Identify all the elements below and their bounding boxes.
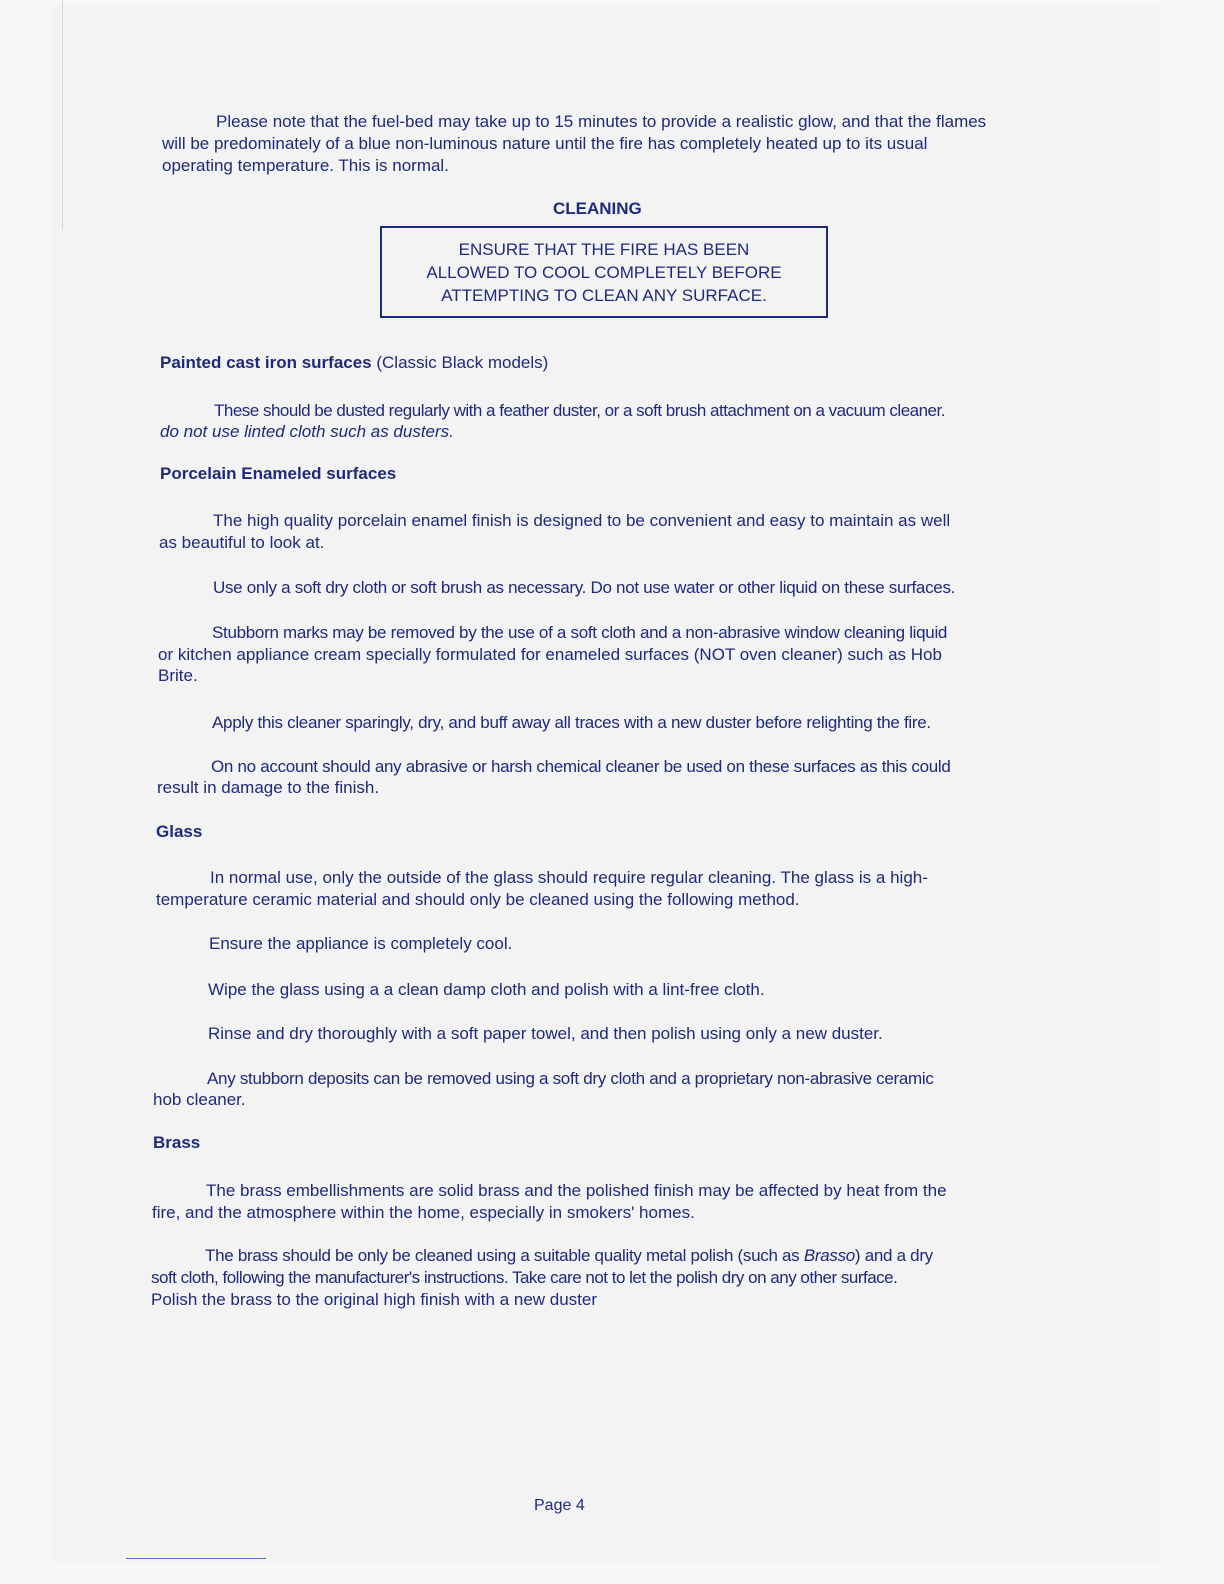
intro-line-3: operating temperature. This is normal. [162,156,449,175]
painted-p1-line-1: These should be dusted regularly with a feather duster, or a soft brush attachment on a vacuum cleaner. [214,401,945,420]
brass-p1-line-2: fire, and the atmosphere within the home, especially in smokers' homes. [152,1203,695,1222]
glass-p4: Rinse and dry thoroughly with a soft paper towel, and then polish using only a new duster. [208,1024,883,1043]
glass-p3: Wipe the glass using a a clean damp cloth and polish with a lint-free cloth. [208,980,765,999]
bottom-rule [126,1558,266,1559]
painted-p1-line-2: do not use linted cloth such as dusters. [160,422,454,441]
porcelain-p2: Use only a soft dry cloth or soft brush as necessary. Do not use water or other liquid on these surfaces. [213,578,956,597]
intro-line-2: will be predominately of a blue non-luminous nature until the fire has completely heated up to its usual [162,134,928,153]
porcelain-p4: Apply this cleaner sparingly, dry, and buff away all traces with a new duster before relighting the fire. [212,713,931,732]
glass-p5-line-2: hob cleaner. [153,1090,246,1109]
glass-heading: Glass [156,822,203,841]
painted-heading-bold: Painted cast iron surfaces [160,353,372,372]
painted-heading-rest: (Classic Black models) [371,353,549,372]
painted-heading [160,351,548,374]
glass-p5-line-1: Any stubborn deposits can be removed using a soft dry cloth and a proprietary non-abrasive ceramic [207,1069,934,1088]
porcelain-p3-line-3: Brite. [158,666,198,685]
warning-box [380,226,828,318]
brass-p2-brand: Brasso [803,1246,855,1265]
brass-p2-line-3: Polish the brass to the original high finish with a new duster [151,1290,598,1309]
glass-p2: Ensure the appliance is completely cool. [209,934,513,953]
brass-p2-line-1 [205,1244,933,1267]
porcelain-p1-line-2: as beautiful to look at. [159,533,325,552]
glass-p1-line-2: temperature ceramic material and should only be cleaned using the following method. [156,890,800,909]
brass-p2-line-2: soft cloth, following the manufacturer's instructions. Take care not to let the polish dry on any other surface. [151,1268,898,1287]
page-number: Page 4 [534,1497,585,1514]
porcelain-heading: Porcelain Enameled surfaces [160,464,397,483]
porcelain-p3-line-1: Stubborn marks may be removed by the use of a soft cloth and a non-abrasive window cleaning liquid [212,623,948,642]
porcelain-p3-line-2: or kitchen appliance cream specially formulated for enameled surfaces (NOT oven cleaner) such as Hob [158,645,942,664]
porcelain-p5-line-1: On no account should any abrasive or harsh chemical cleaner be used on these surfaces as this could [211,757,951,776]
intro-line-1: Please note that the fuel-bed may take up to 15 minutes to provide a realistic glow, and that the flames [216,112,987,131]
warning-line-2: ALLOWED TO COOL COMPLETELY BEFORE [426,262,782,282]
brass-p2-line-1-b: ) and a dry [854,1246,933,1265]
brass-heading: Brass [153,1133,201,1152]
warning-line-1: ENSURE THAT THE FIRE HAS BEEN [458,239,750,259]
warning-line-3: ATTEMPTING TO CLEAN ANY SURFACE. [441,285,767,305]
brass-p1-line-1: The brass embellishments are solid brass and the polished finish may be affected by heat from the [206,1181,947,1200]
glass-p1-line-1: In normal use, only the outside of the glass should require regular cleaning. The glass is a high- [210,868,928,887]
cleaning-heading: CLEANING [553,199,642,218]
porcelain-p5-line-2: result in damage to the finish. [157,778,380,797]
porcelain-p1-line-1: The high quality porcelain enamel finish is designed to be convenient and easy to maintain as well [213,511,951,530]
brass-p2-line-1-a: The brass should be only be cleaned using a suitable quality metal polish (such as [205,1246,804,1265]
